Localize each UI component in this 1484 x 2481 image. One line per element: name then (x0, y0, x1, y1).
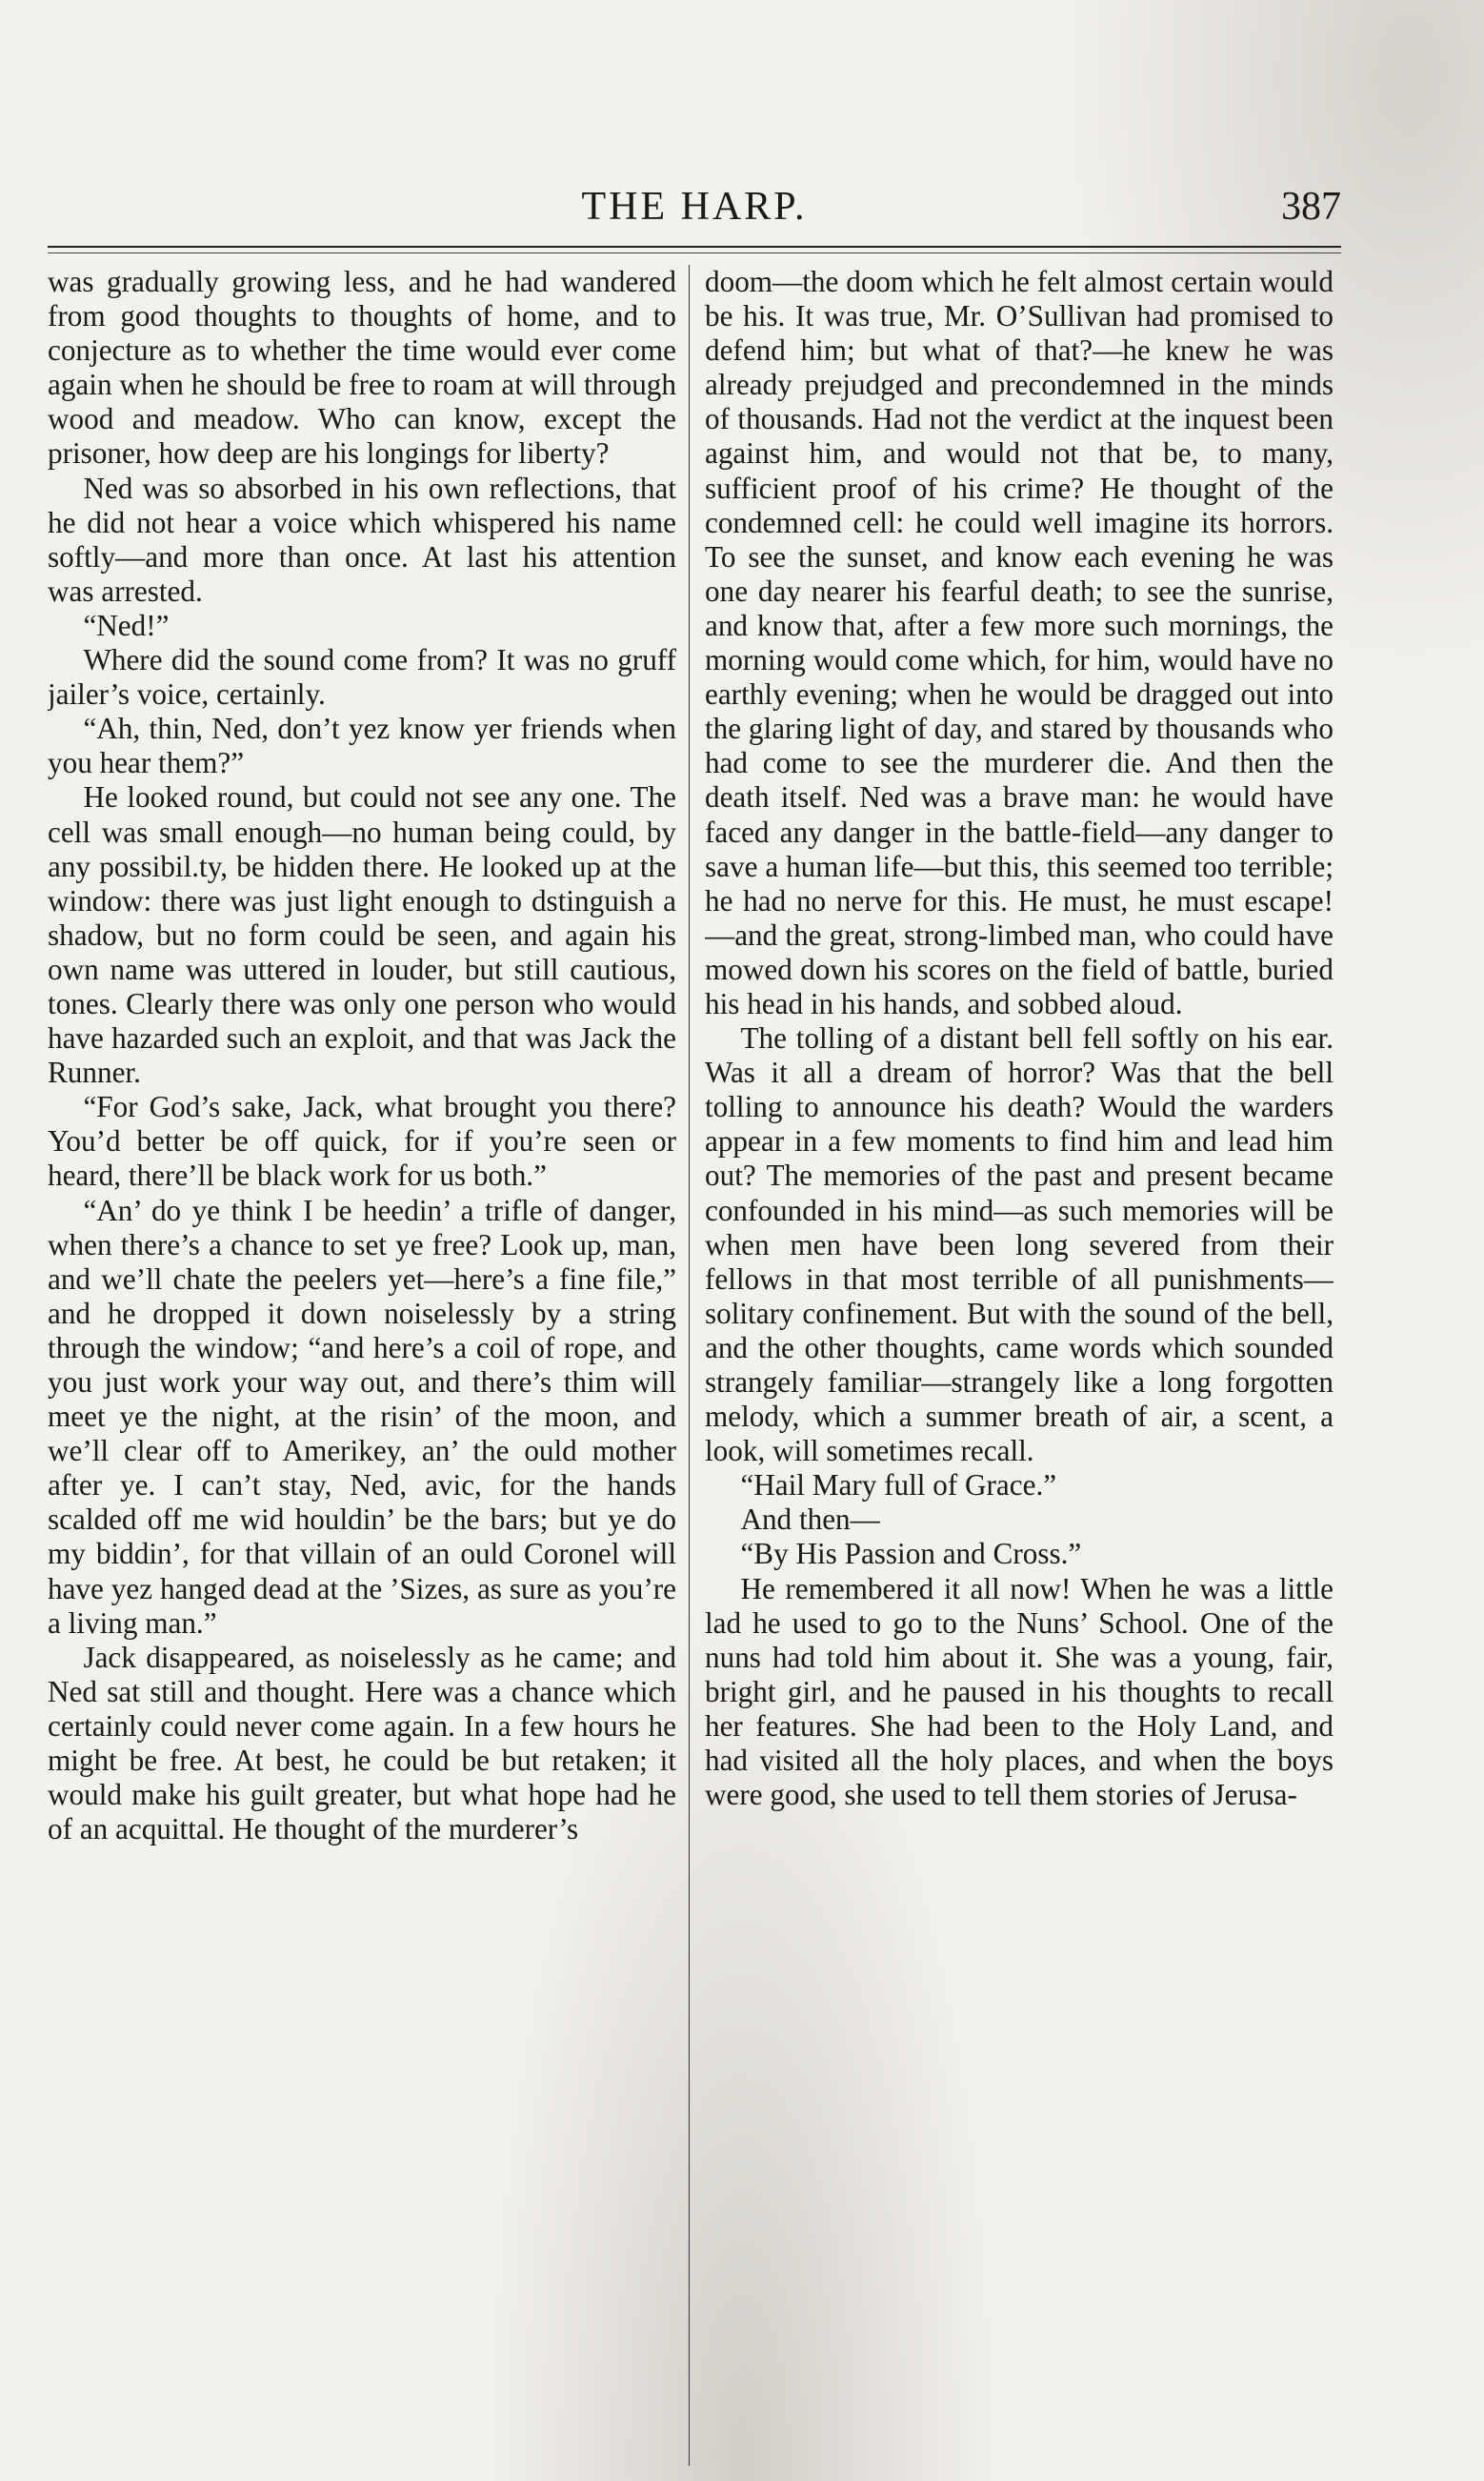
paragraph: was gradually growing less, and he had wandered from good thoughts to thoughts of home, and to conjecture as to whether the time would ever come again when he should be free to roam at will through wood and meadow. Who can know, except the prisoner, how deep are his longings for liberty? (48, 265, 676, 471)
paragraph: “Hail Mary full of Grace.” (740, 1468, 1057, 1503)
page-number: 387 (1281, 185, 1341, 229)
column-divider (689, 265, 690, 2466)
paragraph: He looked round, but could not see any one. The cell was small enough—no human being could, by any possibil.ty, be hidden there. He looked up at the window: there was just light enough to dstinguish a shadow, but no form could be seen, and again his own name was uttered in louder, but still cautious, tones. Clearly there was only one person who would have hazarded such an exploit, and that was Jack the Runner. (48, 780, 676, 1090)
paragraph: He remembered it all now! When he was a little lad he used to go to the Nuns’ School. One of the nuns had told him about it. She was a young, fair, bright girl, and he paused in his thoughts to recall her features. She had been to the Holy Land, and had visited all the holy places, and when the boys were good, she used to tell them stories of Jerusa- (705, 1571, 1334, 1812)
text-columns (48, 265, 1345, 2466)
header-rule-thin (48, 252, 1341, 253)
paragraph: The tolling of a distant bell fell softly on his ear. Was it all a dream of horror? Was that the bell tolling to announce his death? Would the warders appear in a few moments to find him and lead him out? The memories of the past and present became confounded in his mind—as such memories will be when men have been long severed from their fellows in that most terrible of all punishments—solitary confinement. But with the sound of the bell, and the other thoughts, came words which sounded strangely familiar—strangely like a long forgotten melody, which a summer breath of air, a scent, a look, will sometimes recall. (705, 1021, 1334, 1468)
paragraph: Ned was so absorbed in his own reflections, that he did not hear a voice which whispered his name softly—and more than once. At last his attention was arrested. (48, 471, 676, 608)
paragraph: “Ah, thin, Ned, don’t yez know yer friends when you hear them?” (48, 712, 676, 780)
paragraph: doom—the doom which he felt almost certain would be his. It was true, Mr. O’Sullivan had promised to defend him; but what of that?—he knew he was already prejudged and precondemned in the minds of thousands. Had not the verdict at the inquest been against him, and would not that be, to many, sufficient proof of his crime? He thought of the condemned cell: he could well imagine its horrors. To see the sunset, and know each evening he was one day nearer his fearful death; to see the sunrise, and know that, after a few more such mornings, the morning would come which, for him, would have no earthly evening; when he would be dragged out into the glaring light of day, and stared by thousands who had come to see the murderer die. And then the death itself. Ned was a brave man: he would have faced any danger in the battle-field—any danger to save a human life—but this, this seemed too terrible; he had no nerve for this. He must, he must escape!—and the great, strong-limbed man, who could have mowed down his scores on the field of battle, buried his head in his hands, and sobbed aloud. (705, 265, 1334, 1020)
header-rule (48, 246, 1341, 248)
page-header (48, 184, 1341, 241)
paragraph: Where did the sound come from? It was no gruff jailer’s voice, certainly. (48, 643, 676, 712)
paragraph: “An’ do ye think I be heedin’ a trifle of danger, when there’s a chance to set ye free? Look up, man, and we’ll chate the peelers yet—here’s a fine file,” and he dropped it down noiselessly by a string through the window; “and here’s a coil of rope, and you just work your way out, and there’s thim will meet ye the night, at the risin’ of the moon, and we’ll clear off to Amerikey, an’ the ould mother after ye. I can’t stay, Ned, avic, for the hands scalded off me wid houldin’ be the bars; but ye do my biddin’, for that villain of an ould Coronel will have yez hanged dead at the ’Sizes, as sure as you’re a living man.” (48, 1193, 676, 1640)
paragraph: And then— (740, 1503, 880, 1537)
paragraph: “By His Passion and Cross.” (740, 1537, 1082, 1571)
paragraph: “Ned!” (83, 608, 170, 642)
right-column (705, 265, 1334, 2466)
paragraph: Jack disappeared, as noiselessly as he came; and Ned sat still and thought. Here was a chance which certainly could never come again. In a few hours he might be free. At best, he could be but retaken; it would make his guilt greater, but what hope had he of an acquittal. He thought of the murderer’s (48, 1640, 676, 1846)
paragraph: “For God’s sake, Jack, what brought you there? You’d better be off quick, for if you’re seen or heard, there’ll be black work for us both.” (48, 1090, 676, 1193)
left-column (48, 265, 676, 2466)
running-title: THE HARP. (581, 185, 808, 229)
